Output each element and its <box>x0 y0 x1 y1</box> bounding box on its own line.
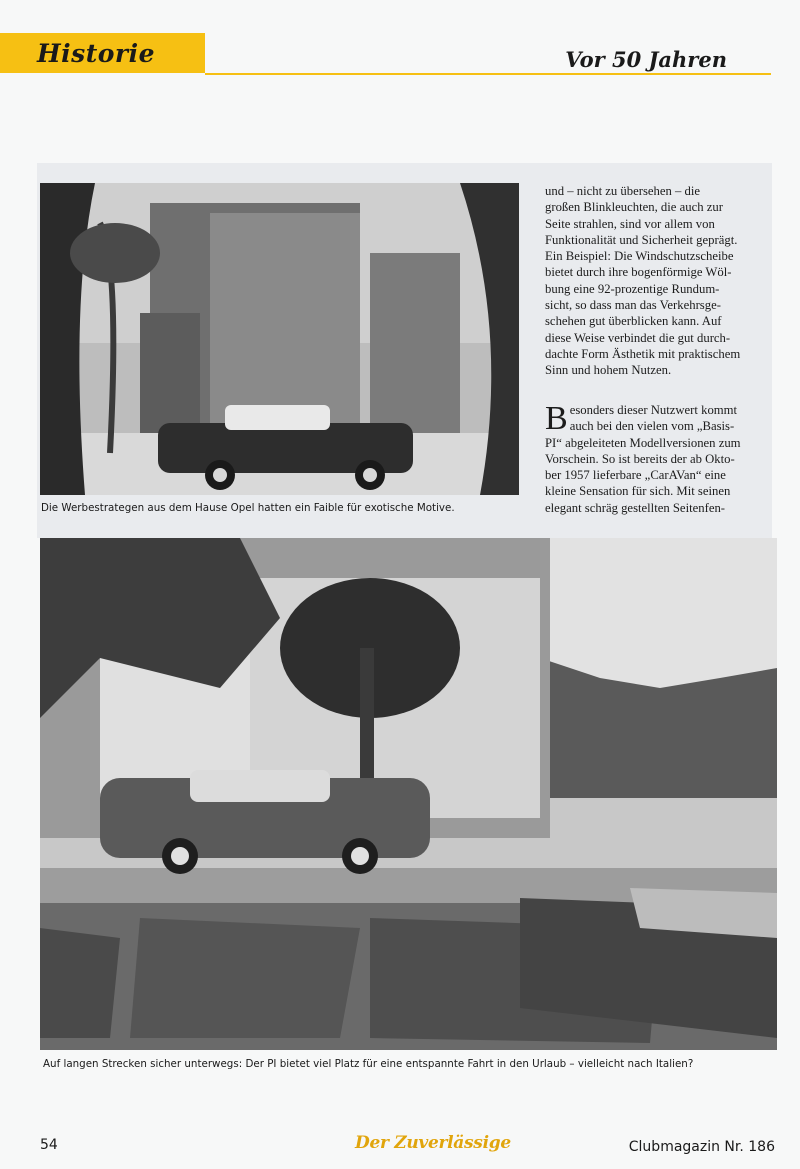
magazine-issue: Clubmagazin Nr. 186 <box>628 1139 775 1155</box>
magazine-logo: Der Zuverlässige <box>355 1133 511 1153</box>
photo-castle-car <box>40 183 519 495</box>
photo-caption: Auf langen Strecken sicher unterwegs: Der PI bietet viel Platz für eine entspannte Fahrt in den Urlaub – vielleicht nach Italien? <box>43 1058 694 1070</box>
text-line: Ein Beispiel: Die Windschutzscheibe <box>545 249 734 264</box>
text-line: kleine Sensation für sich. Mit seinen <box>545 484 731 499</box>
text-line: Funktionalität und Sicherheit geprägt. <box>545 232 738 247</box>
section-tab <box>0 33 205 73</box>
header-rule <box>205 73 771 75</box>
section-label: Historie <box>37 39 155 68</box>
text-line: schehen gut überblicken kann. Auf <box>545 314 722 329</box>
photo-caption: Die Werbestrategen aus dem Hause Opel hatten ein Faible für exotische Motive. <box>41 502 455 514</box>
text-line: bietet durch ihre bogenförmige Wöl- <box>545 265 732 280</box>
page-title: Vor 50 Jahren <box>565 47 727 72</box>
text-line: elegant schräg gestellten Seitenfen- <box>545 500 726 515</box>
text-line: dachte Form Ästhetik mit praktischem <box>545 346 741 361</box>
text-line: Seite strahlen, sind vor allem von <box>545 216 715 231</box>
text-line: großen Blinkleuchten, die auch zur <box>545 200 723 215</box>
text-line: esonders dieser Nutzwert kommt <box>569 403 738 417</box>
text-line: Sinn und hohem Nutzen. <box>545 363 672 378</box>
text-line: diese Weise verbindet die gut durch- <box>545 330 731 345</box>
drop-cap: B <box>545 400 568 437</box>
photo-lakeside-boats <box>40 538 777 1050</box>
text-line: auch bei den vielen vom „Basis- <box>569 419 735 434</box>
text-line: sicht, so dass man das Verkehrsge- <box>545 298 721 313</box>
body-paragraph-1 <box>545 183 770 379</box>
text-line: bung eine 92-prozentige Rundum- <box>545 281 720 296</box>
text-line: und – nicht zu übersehen – die <box>545 184 701 198</box>
text-line: ber 1957 lieferbare „CarAVan“ eine <box>545 468 726 483</box>
body-paragraph-2 <box>545 402 770 516</box>
page-number: 54 <box>40 1137 58 1153</box>
text-line: Vorschein. So ist bereits der ab Okto- <box>545 451 735 466</box>
text-line: PI“ abgeleiteten Modellversionen zum <box>545 435 741 450</box>
